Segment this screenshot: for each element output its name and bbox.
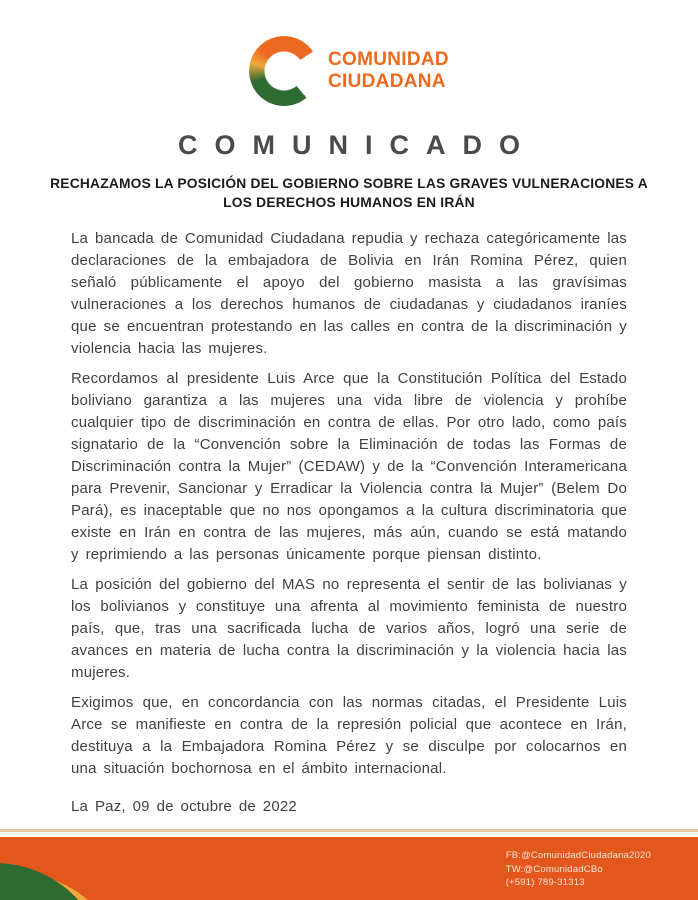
twitter-handle: TW:@ComunidadCBo — [505, 863, 603, 875]
logo — [0, 0, 698, 106]
logo-wordmark-line1: COMUNIDAD — [328, 49, 449, 70]
document-title: COMUNICADO — [178, 130, 537, 160]
logo-wordmark-line2: CIUDADANA — [328, 71, 446, 92]
headline — [49, 174, 649, 212]
logo-wordmark — [328, 49, 449, 93]
corner-accent-green — [0, 863, 107, 900]
footer-contact — [506, 849, 651, 890]
paragraph-2: Recordamos al presidente Luis Arce que la Constitución Política del Estado boliviano garantiza a las mujeres una vida libre de violencia y prohíbe cualquier tipo de discriminación en contra de ellas. Por otro lado, como país signatario de la “Convención sobre la Eliminación de todas las Formas de Discriminación contra la Mujer” (CEDAW) y de la “Convención Interamericana para Prevenir, Sancionar y Erradicar la Violencia contra la Mujer” (Belem Do Pará), es inaceptable que no nos opongamos a la cultura discriminatoria que existe en Irán en contra de las mujeres, más aún, cuando se está matando y reprimiendo a las personas únicamente porque piensan distinto. — [71, 370, 627, 563]
facebook-handle: FB:@ComunidadCiudadana2020 — [505, 850, 651, 861]
dateline: La Paz, 09 de octubre de 2022 — [71, 798, 297, 815]
paragraph-4: Exigimos que, en concordancia con las normas citadas, el Presidente Luis Arce se manifieste en contra de la represión policial que acontece en Irán, destituya a la Embajadora Romina Pérez y se disculpe por colocarnos en una situación bochornosa en el ámbito internacional. — [71, 694, 627, 777]
headline-line-1: RECHAZAMOS LA POSICIÓN DEL GOBIERNO SOBRE LAS GRAVES VULNERACIONES A — [50, 176, 648, 191]
footer-bar — [0, 837, 698, 900]
paragraph-1: La bancada de Comunidad Ciudadana repudia y rechaza categóricamente las declaraciones de la embajadora de Bolivia en Irán Romina Pérez, quien señaló públicamente el apoyo del gobierno masista a las gravísimas vulneraciones a los derechos humanos de ciudadanas y ciudadanos iraníes que se encuentran protestando en las calles en contra de la discriminación y violencia hacia las mujeres. — [71, 230, 627, 357]
divider-line — [0, 829, 698, 832]
paragraph-3: La posición del gobierno del MAS no representa el sentir de las bolivianas y los bolivianos y constituye una afrenta al movimiento feminista de nuestro país, que, tras una sacrificada lucha de varios años, logró una serie de avances en materia de lucha contra la discriminación y la violencia hacia las mujeres. — [71, 576, 627, 681]
phone-number: (+591) 789-31313 — [505, 877, 585, 888]
headline-line-2: LOS DERECHOS HUMANOS EN IRÁN — [223, 195, 475, 210]
body-text — [0, 228, 698, 818]
comunidad-ciudadana-logo-icon — [249, 36, 319, 106]
